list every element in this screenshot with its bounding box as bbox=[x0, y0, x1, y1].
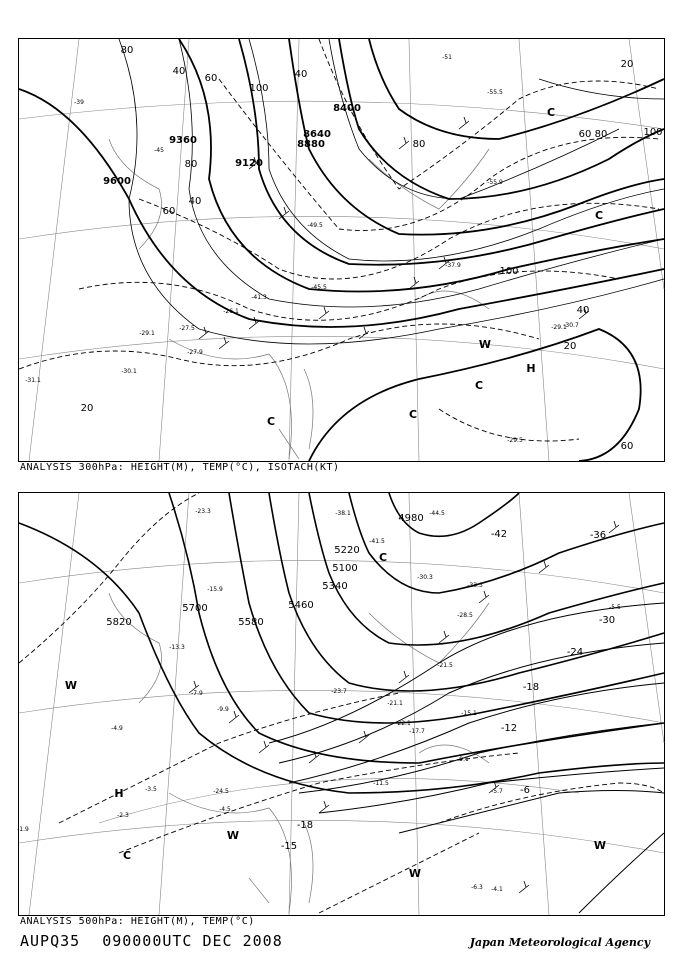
observation-label: -17.7 bbox=[409, 728, 425, 735]
isotach-label: 60 bbox=[578, 129, 592, 140]
analysis-500hpa-map bbox=[18, 492, 665, 916]
observation-label: -41.5 bbox=[369, 538, 385, 545]
height-contour-label: 5340 bbox=[322, 581, 348, 592]
coastlines-500 bbox=[109, 593, 489, 913]
height-contour-label: 8640 bbox=[303, 129, 331, 140]
isotherm-label: -18 bbox=[522, 682, 540, 693]
isotach-label: 40 bbox=[576, 305, 590, 316]
observation-label: -15.1 bbox=[461, 710, 477, 717]
observation-label: -21.1 bbox=[387, 700, 403, 707]
isotach-label: 80 bbox=[120, 45, 134, 56]
labels-300 bbox=[25, 45, 662, 452]
graticule-500 bbox=[19, 493, 664, 915]
pressure-center-marker: C bbox=[378, 551, 388, 564]
temperature-label: -41.3 bbox=[251, 294, 267, 301]
pressure-center-marker: C bbox=[546, 106, 556, 119]
temperature-label: -27.5 bbox=[179, 325, 195, 332]
observation-label: -44.5 bbox=[429, 510, 445, 517]
analysis-300hpa-map bbox=[18, 38, 665, 462]
observation-label: -9.1 bbox=[457, 756, 469, 763]
isotach-label: 40 bbox=[188, 196, 202, 207]
observation-label: -15.9 bbox=[207, 586, 223, 593]
observation-label: -6.3 bbox=[471, 884, 483, 891]
panel-300-caption: ANALYSIS 300hPa: HEIGHT(M), TEMP(°C), ISOTACH(KT) bbox=[20, 462, 340, 473]
temperature-label: -39 bbox=[74, 99, 84, 106]
observation-label: -23.3 bbox=[195, 508, 211, 515]
observation-label: -4.5 bbox=[219, 806, 231, 813]
temperature-label: -49.5 bbox=[307, 222, 323, 229]
temperature-label: -45.5 bbox=[311, 284, 327, 291]
observation-label: -3.5 bbox=[145, 786, 157, 793]
temperature-label: -29.1 bbox=[139, 330, 155, 337]
temperature-label: -45 bbox=[154, 147, 164, 154]
isotach-label: 80 bbox=[412, 139, 426, 150]
valid-time: 090000UTC DEC 2008 bbox=[102, 932, 283, 950]
observation-label: -2.3 bbox=[117, 812, 129, 819]
isotherm-label: -24 bbox=[566, 647, 584, 658]
height-contour-label: 9360 bbox=[169, 135, 197, 146]
pressure-center-marker: C bbox=[594, 209, 604, 222]
observation-label: -30.3 bbox=[417, 574, 433, 581]
height-contour-label: 5820 bbox=[106, 617, 132, 628]
observation-label: -5.5 bbox=[609, 604, 621, 611]
observation-label: -21.5 bbox=[437, 662, 453, 669]
observation-label: -38.1 bbox=[335, 510, 351, 517]
chart-code: AUPQ35 bbox=[20, 932, 81, 950]
observation-label: -4.9 bbox=[111, 725, 123, 732]
wind-barbs-300 bbox=[199, 117, 589, 349]
isotach-label: 80 bbox=[184, 159, 198, 170]
isotach-label: 100 bbox=[249, 83, 269, 94]
isotach-label: 40 bbox=[294, 69, 308, 80]
temperature-label: -27.9 bbox=[187, 349, 203, 356]
isotherm-label: -18 bbox=[296, 820, 314, 831]
isotach-label: 60 bbox=[162, 206, 176, 217]
pressure-center-marker: W bbox=[226, 829, 240, 842]
isotherm-label: -30 bbox=[598, 615, 616, 626]
pressure-center-marker: W bbox=[408, 867, 422, 880]
observation-label: -11.5 bbox=[373, 780, 389, 787]
isotach-label: 20 bbox=[620, 59, 634, 70]
temperature-label: -31.1 bbox=[25, 377, 41, 384]
height-contour-label: 9120 bbox=[235, 158, 263, 169]
observation-label: -1.9 bbox=[17, 826, 29, 833]
height-contours-500 bbox=[19, 493, 664, 793]
height-contour-label: 4980 bbox=[398, 513, 424, 524]
isotach-label: 20 bbox=[563, 341, 577, 352]
isotherm-label: -42 bbox=[490, 529, 508, 540]
isotach-label: 20 bbox=[80, 403, 94, 414]
height-contour-label: 5220 bbox=[334, 545, 360, 556]
height-contour-label: 5700 bbox=[182, 603, 208, 614]
panel-500-caption: ANALYSIS 500hPa: HEIGHT(M), TEMP(°C) bbox=[20, 916, 255, 927]
temperature-isotherms-500 bbox=[19, 493, 664, 913]
pressure-center-marker: H bbox=[526, 362, 536, 375]
observation-label: -5.7 bbox=[491, 788, 503, 795]
observation-label: -22.1 bbox=[395, 720, 411, 727]
isotherm-label: -12 bbox=[500, 723, 518, 734]
wind-barbs-500 bbox=[189, 521, 619, 893]
temperature-label: -26.1 bbox=[223, 308, 239, 315]
isotach-label: 40 bbox=[172, 66, 186, 77]
height-contour-label: 5100 bbox=[332, 563, 358, 574]
isotach-label: 100 bbox=[643, 127, 663, 138]
temperature-label: -55.5 bbox=[487, 89, 503, 96]
isotach-label: 80 bbox=[594, 129, 608, 140]
pressure-center-marker: C bbox=[474, 379, 484, 392]
pressure-center-marker: C bbox=[408, 408, 418, 421]
temperature-label: -29.5 bbox=[507, 437, 523, 444]
temperature-label: -29.1 bbox=[551, 324, 567, 331]
map-300-canvas bbox=[19, 39, 664, 461]
isotach-label: 60 bbox=[204, 73, 218, 84]
isotach-label: 100 bbox=[499, 266, 519, 277]
height-contour-label: 8880 bbox=[297, 139, 325, 150]
agency-name: Japan Meteorological Agency bbox=[469, 936, 650, 949]
pressure-center-marker: C bbox=[266, 415, 276, 428]
observation-label: -23.7 bbox=[331, 688, 347, 695]
isotherm-label: -36 bbox=[589, 530, 607, 541]
pressure-center-marker: W bbox=[64, 679, 78, 692]
observation-label: -7.9 bbox=[191, 690, 203, 697]
temperature-label: -30.7 bbox=[563, 322, 579, 329]
observation-label: -33.3 bbox=[467, 582, 483, 589]
temperature-label: -30.1 bbox=[121, 368, 137, 375]
pressure-center-marker: W bbox=[478, 338, 492, 351]
observation-label: -9.9 bbox=[217, 706, 229, 713]
observation-label: -28.5 bbox=[457, 612, 473, 619]
height-contour-label: 9600 bbox=[103, 176, 131, 187]
observation-label: -13.3 bbox=[169, 644, 185, 651]
observation-label: -4.1 bbox=[491, 886, 503, 893]
temperature-isotherms-300 bbox=[19, 39, 659, 441]
isotherm-label: -6 bbox=[520, 785, 530, 796]
height-contour-label: 5460 bbox=[288, 600, 314, 611]
chart-identifier bbox=[20, 932, 305, 950]
isotach-label: 60 bbox=[620, 441, 634, 452]
map-500-canvas bbox=[19, 493, 664, 915]
isotherm-label: -15 bbox=[280, 841, 298, 852]
observation-label: -24.5 bbox=[213, 788, 229, 795]
pressure-center-marker: C bbox=[122, 849, 132, 862]
height-contour-label: 5580 bbox=[238, 617, 264, 628]
temperature-label: -37.9 bbox=[445, 262, 461, 269]
temperature-label: -55.9 bbox=[487, 179, 503, 186]
pressure-center-marker: H bbox=[114, 787, 124, 800]
temperature-label: -51 bbox=[442, 54, 452, 61]
height-contour-label: 8400 bbox=[333, 103, 361, 114]
pressure-center-marker: W bbox=[593, 839, 607, 852]
